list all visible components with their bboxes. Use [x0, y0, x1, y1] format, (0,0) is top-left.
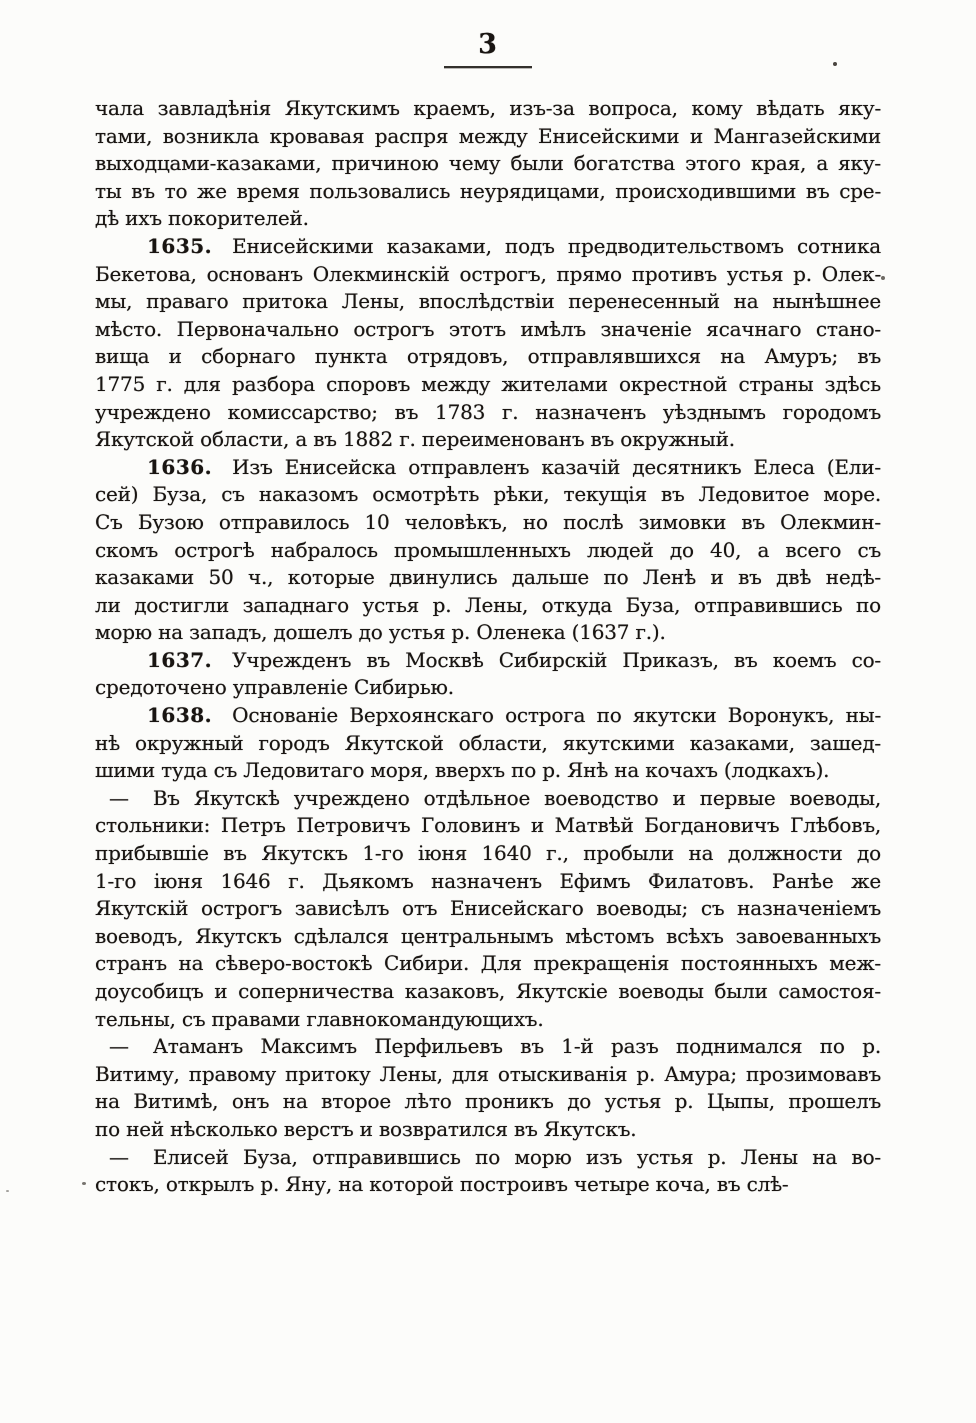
text-line: вища и сборнаго пункта отрядовъ, отправлявшихся на Амуръ; въ — [95, 344, 881, 369]
year-label: 1637. — [147, 647, 213, 672]
text-line: нѣ окружный городъ Якутской области, якутскими казаками, зашед- — [95, 730, 881, 755]
text-line: выходцами-казаками, причиною чему были богатства этого края, а яку- — [95, 151, 881, 176]
page-number: 3 — [478, 29, 498, 60]
page-header — [0, 0, 976, 68]
text-line: Съ Бузою отправилось 10 человѣкъ, но послѣ зимовки въ Олекмин- — [95, 509, 881, 534]
year-label: 1636. — [147, 454, 213, 479]
dash-marker: — — [109, 1144, 129, 1169]
text-line: учреждено комиссарство; въ 1783 г. назначенъ уѣзднымъ городомъ — [95, 399, 881, 424]
paragraph — [95, 233, 881, 454]
text-line: 1638. Основаніе Верхоянскаго острога по якутски Воронукъ, ны- — [147, 703, 881, 728]
text-line: Якутскій острогъ зависѣлъ отъ Енисейскаго воеводы; съ назначеніемъ — [95, 896, 881, 921]
paragraph — [95, 785, 881, 1033]
text-line: 1637. Учрежденъ въ Москвѣ Сибирскій Приказъ, въ коемъ со- — [147, 647, 881, 672]
scan-speck — [881, 276, 885, 280]
text-line: Витиму, правому притоку Лены, для отыскиванія р. Амура; прозимовавъ — [95, 1061, 881, 1086]
year-label: 1638. — [147, 703, 213, 728]
text-line: 1636. Изъ Енисейска отправленъ казачій десятникъ Елеса (Ели- — [147, 454, 881, 479]
paragraph — [95, 1033, 881, 1143]
text-line: чала завладѣнія Якутскимъ краемъ, изъ-за вопроса, кому вѣдать яку- — [95, 96, 881, 120]
text-line: тельны, съ правами главнокомандующихъ. — [95, 1006, 544, 1031]
text-line: странъ на сѣверо-востокѣ Сибири. Для прекращенія постоянныхъ меж- — [95, 951, 881, 976]
text-line: прибывшіе въ Якутскъ 1-го іюня 1640 г., пробыли на должности до — [95, 841, 881, 866]
text-line: 1-го іюня 1646 г. Дьякомъ назначенъ Ефимъ Филатовъ. Ранѣе же — [95, 868, 881, 893]
text-line: — Елисей Буза, отправившись по морю изъ устья р. Лены на во- — [109, 1144, 881, 1169]
text-line: — Атаманъ Максимъ Перфильевъ въ 1-й разъ поднимался по р. — [109, 1034, 881, 1059]
text-line: стольники: Петръ Петровичъ Головинъ и Матвѣй Богдановичъ Глѣбовъ, — [95, 813, 881, 838]
text-line: дѣ ихъ покорителей. — [95, 206, 309, 231]
text-line: Якутской области, а въ 1882 г. переименованъ въ окружный. — [95, 427, 735, 452]
text-line: ты въ то же время пользовались неурядицами, происходившими въ сре- — [95, 178, 881, 203]
text-line: мѣсто. Первоначально острогъ этотъ имѣлъ значеніе ясачнаго стано- — [95, 316, 881, 341]
page-number-rule — [444, 66, 532, 68]
text-line: сей) Буза, съ наказомъ осмотрѣть рѣки, текущія въ Ледовитое море. — [95, 482, 881, 507]
paragraph — [95, 647, 881, 702]
text-line: тами, возникла кровавая распря между Енисейскими и Мангазейскими — [95, 123, 881, 148]
year-label: 1635. — [147, 233, 213, 258]
text-block — [95, 95, 881, 1199]
text-line: казаками 50 ч., которые двинулись дальше по Ленѣ и въ двѣ недѣ- — [95, 565, 881, 590]
text-line: морю на западъ, дошелъ до устья р. Оленека (1637 г.). — [95, 620, 666, 645]
text-line: — Въ Якутскѣ учреждено отдѣльное воеводство и первые воеводы, — [109, 785, 881, 810]
text-line: средоточено управленіе Сибирью. — [95, 675, 454, 700]
scan-speck — [82, 1182, 86, 1185]
text-line: по ней нѣсколько верстъ и возвратился въ Якутскъ. — [95, 1116, 637, 1141]
dash-marker: — — [109, 1034, 129, 1059]
paragraph — [95, 702, 881, 785]
text-line: скомъ острогѣ набралось промышленныхъ людей до 40, а всего съ — [95, 537, 881, 562]
dash-marker: — — [109, 785, 129, 810]
text-line: мы, праваго притока Лены, впослѣдствіи перенесенный на нынѣшнее — [95, 289, 881, 314]
text-line: стокъ, открылъ р. Яну, на которой построивъ четыре коча, въ слѣ- — [95, 1172, 789, 1197]
text-line: воеводъ, Якутскъ сдѣлался центральнымъ мѣстомъ всѣхъ завоеванныхъ — [95, 923, 881, 948]
text-line: 1635. Енисейскими казаками, подъ предводительствомъ сотника — [147, 233, 881, 258]
text-line: доусобицъ и соперничества казаковъ, Якутскіе воеводы были самостоя- — [95, 979, 881, 1003]
text-line: ли достигли западнаго устья р. Лены, откуда Буза, отправившись по — [95, 592, 881, 617]
text-line: 1775 г. для разбора споровъ между жителами окрестной страны здѣсь — [95, 371, 881, 396]
paragraph — [95, 1144, 881, 1199]
paragraph — [95, 454, 881, 647]
scan-speck — [833, 62, 837, 66]
paragraph — [95, 95, 881, 233]
text-line: шими туда съ Ледовитаго моря, вверхъ по р. Янѣ на кочахъ (лодкахъ). — [95, 758, 830, 783]
text-line: на Витимѣ, онъ на второе лѣто проникъ до устья р. Цыпы, прошелъ — [95, 1089, 881, 1114]
text-line: Бекетова, основанъ Олекминскій острогъ, прямо противъ устья р. Олек- — [95, 261, 881, 286]
scan-speck — [6, 1190, 9, 1192]
